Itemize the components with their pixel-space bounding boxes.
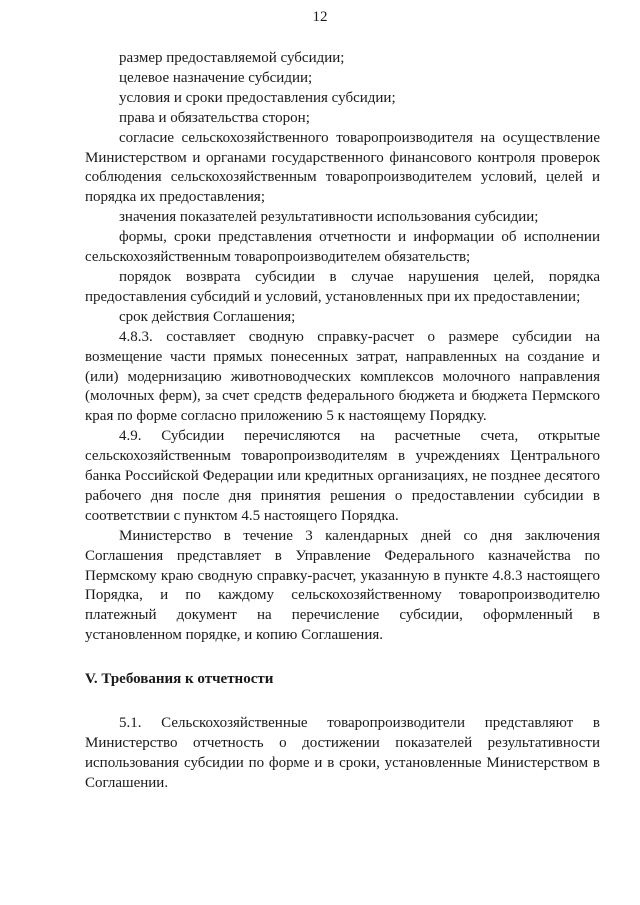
paragraph-ministry-transfer: Министерство в течение 3 календарных дней со дня заключения Соглашения представляет в Управление Федерального казначейства по Пермскому краю сводную справку-расчет, указанную в пункте 4.8.3 настоящего Порядка, и по каждому сельскохозяйственному товаропроизводителю платежный документ на перечисление субсидии, оформленный в установленном порядке, и копию Соглашения. [85,527,600,644]
section-heading: V. Требования к отчетности [85,671,274,688]
list-item-consent-checks: согласие сельскохозяйственного товаропроизводителя на осуществление Министерством и органами государственного финансового контроля проверок соблюдения сельскохозяйственным товаропроизводителем условий, целей и порядка их предоставления; [85,129,600,206]
page-number: 12 [312,9,328,25]
paragraph-4-8-3: 4.8.3. составляет сводную справку-расчет о размере субсидии на возмещение части прямых понесенных затрат, направленных на создание и (или) модернизацию животноводческих комплексов молочного направления (молочных ферм), за счет средств федерального бюджета и бюджета Пермского края по форме согласно приложению 5 к настоящему Порядку. [85,328,600,425]
document-body [85,49,600,794]
list-item-reporting-forms: формы, сроки представления отчетности и информации об исполнении сельскохозяйственным товаропроизводителем обязательств; [85,229,600,266]
list-item-conditions-terms: условия и сроки предоставления субсидии; [119,89,396,106]
list-item-subsidy-amount: размер предоставляемой субсидии; [119,50,345,66]
list-item-performance-indicators: значения показателей результативности использования субсидии; [119,209,539,226]
paragraph-5-1: 5.1. Сельскохозяйственные товаропроизводители представляют в Министерство отчетность о достижении показателей результативности использования субсидии по форме и в сроки, установленные Министерством в Соглашении. [85,715,600,791]
list-item-agreement-term: срок действия Соглашения; [119,308,296,325]
list-item-rights-obligations: права и обязательства сторон; [119,109,310,126]
list-item-subsidy-purpose: целевое назначение субсидии; [119,69,313,86]
paragraph-4-9: 4.9. Субсидии перечисляются на расчетные счета, открытые сельскохозяйственным товаропроизводителям в учреждениях Центрального банка Российской Федерации или кредитных организациях, не позднее десятого рабочего дня после дня принятия решения о предоставлении субсидии в соответствии с пунктом 4.5 настоящего Порядка. [85,428,600,524]
list-item-refund-procedure: порядок возврата субсидии в случае нарушения целей, порядка предоставления субсидий и условий, установленных при их предоставлении; [85,268,600,305]
